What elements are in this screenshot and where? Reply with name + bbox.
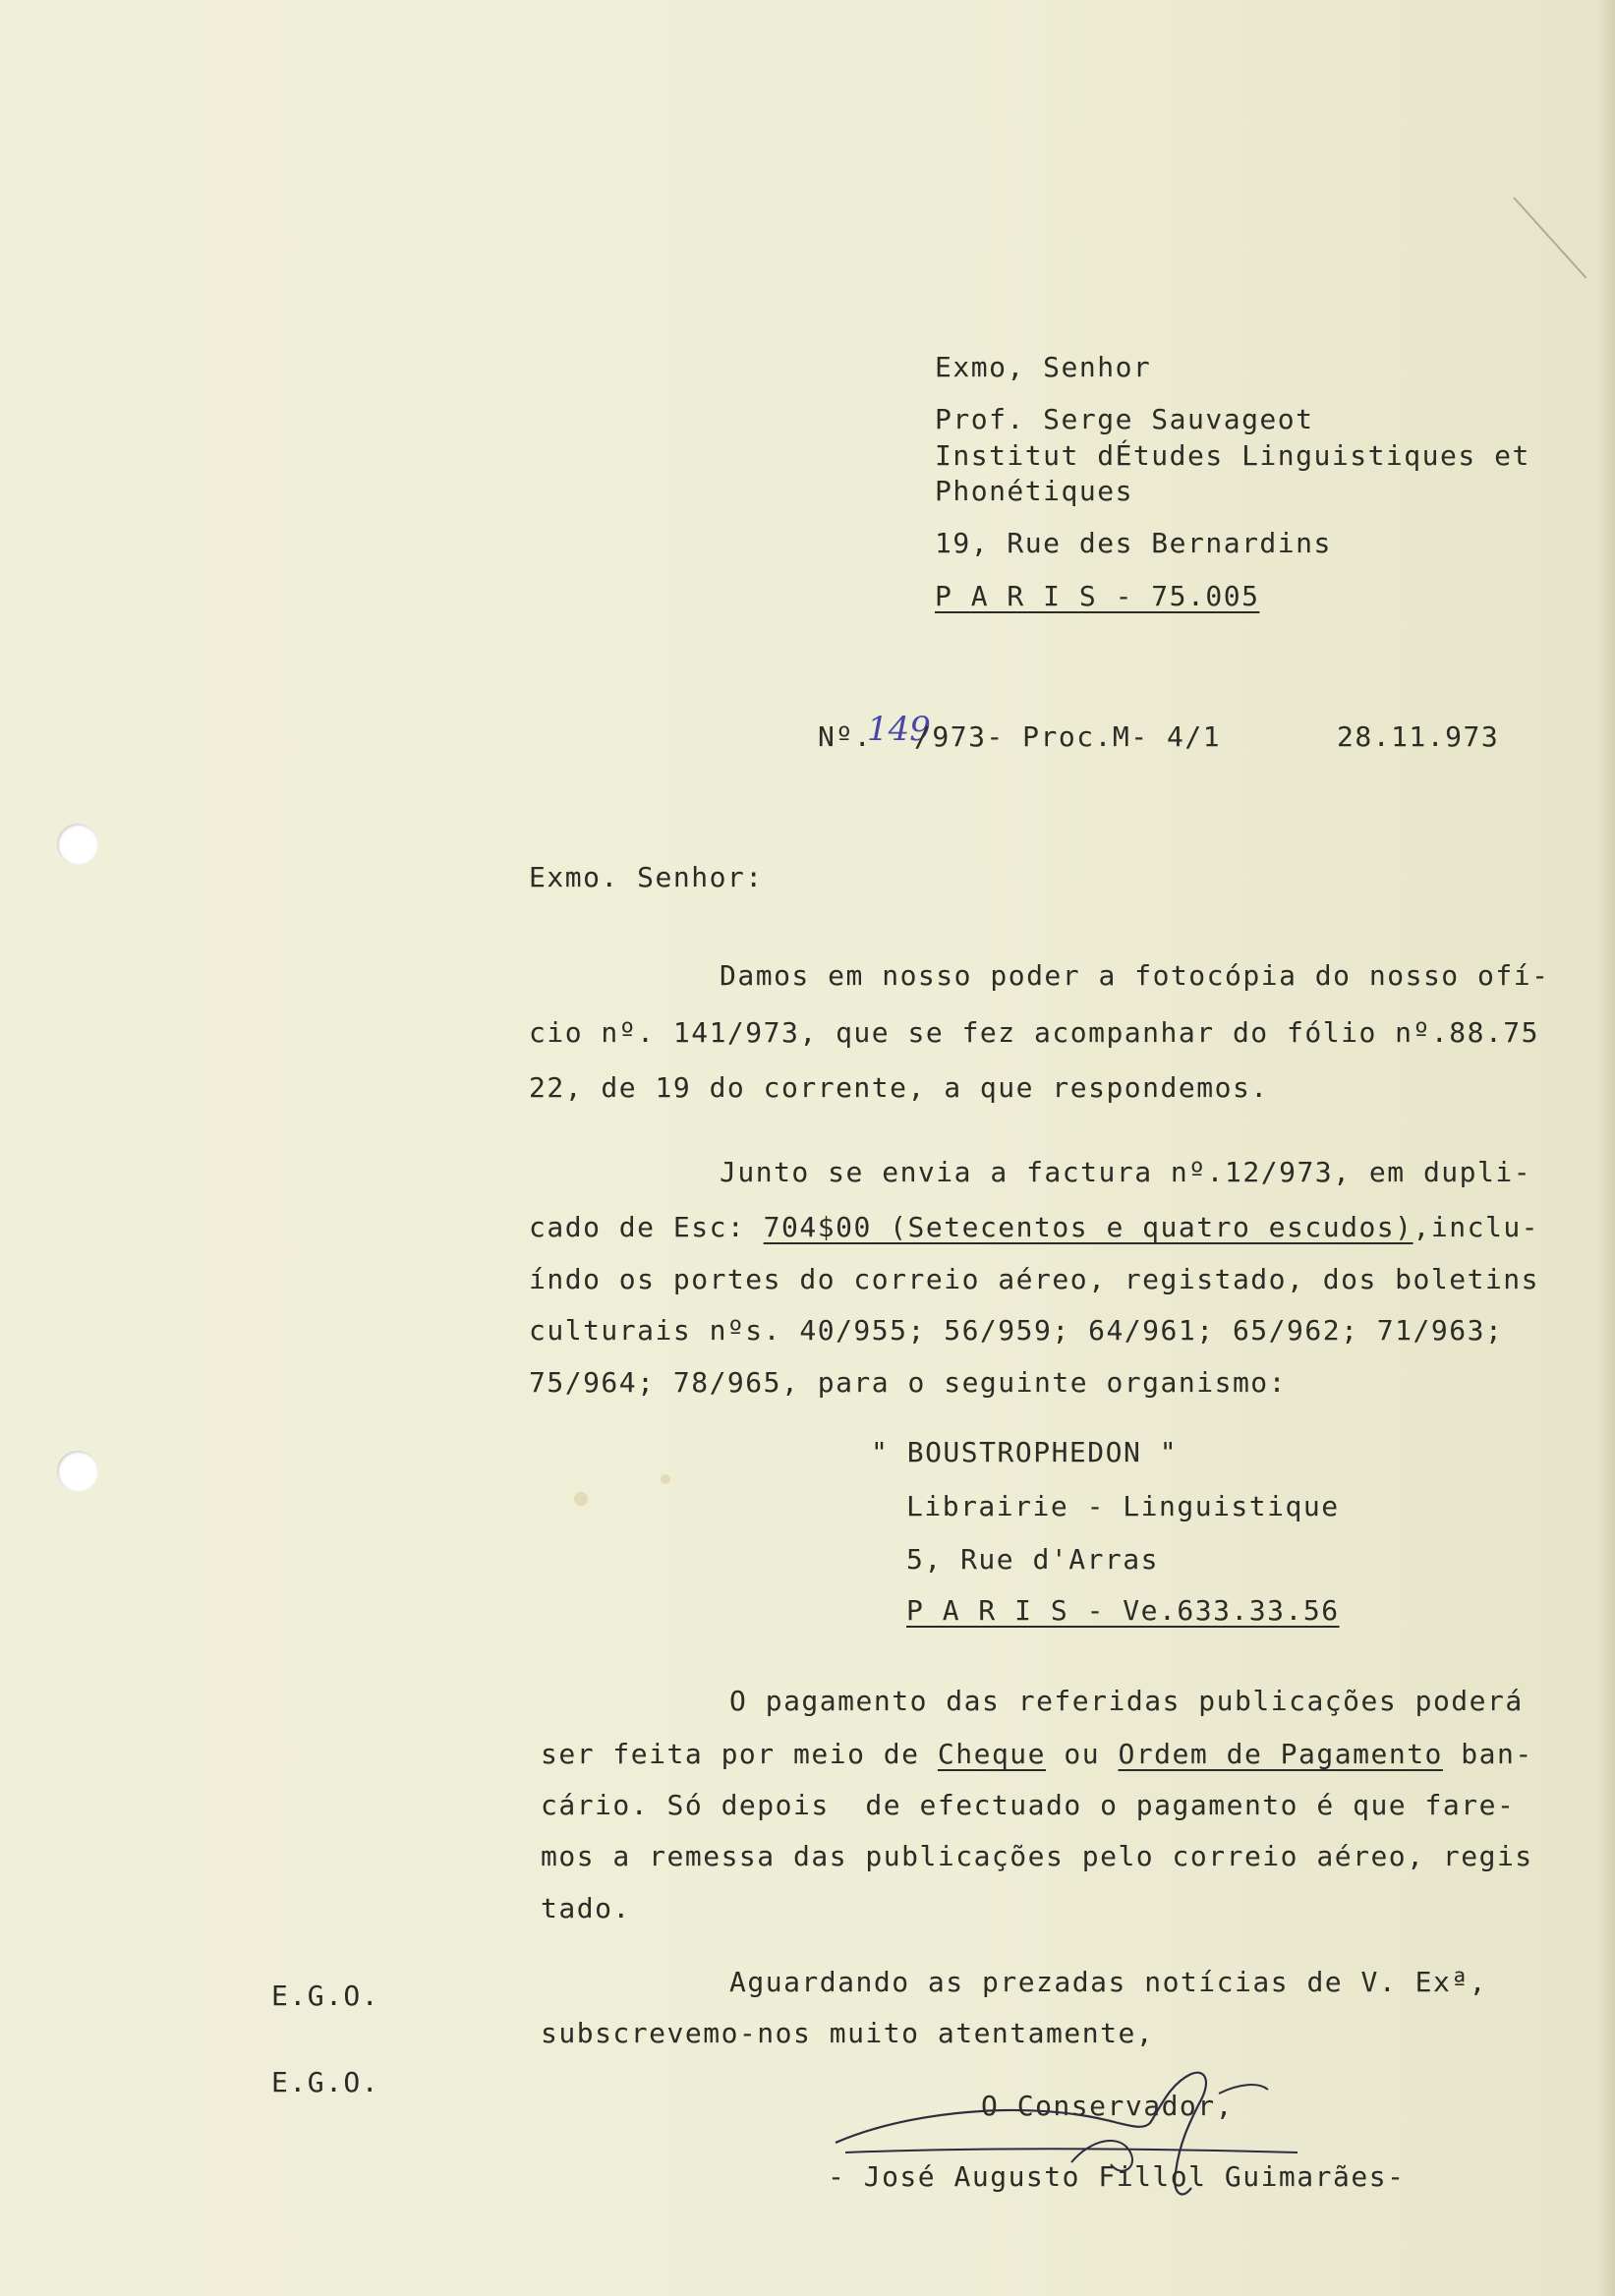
recipient-institution-line2: Phonétiques: [935, 475, 1133, 507]
paragraph2-line3: índo os portes do correio aéreo, registado, dos boletins: [529, 1263, 1540, 1295]
recipient-salutation: Exmo, Senhor: [935, 351, 1152, 383]
paragraph2-line2-text: cado de Esc:: [529, 1211, 764, 1243]
punch-hole-top: [57, 824, 98, 865]
paper-edge-shadow: [1597, 0, 1615, 2296]
invoice-amount: 704$00 (Setecentos e quatro escudos): [763, 1211, 1413, 1243]
paragraph2-line4: culturais nºs. 40/955; 56/959; 64/961; 65/962; 71/963;: [529, 1314, 1504, 1347]
paragraph3-line3: cário. Só depois de efectuado o pagamento é que fare-: [541, 1789, 1516, 1821]
signatory-name: - José Augusto Fillol Guimarães-: [828, 2160, 1406, 2193]
reference-prefix: Nº.: [818, 720, 873, 753]
paper-stain: [574, 1492, 588, 1506]
reference-handwritten-number: 149: [867, 710, 931, 749]
letter-greeting: Exmo. Senhor:: [529, 861, 764, 893]
payment-order: Ordem de Pagamento: [1118, 1738, 1443, 1770]
paragraph3-line2-tail: ban-: [1442, 1738, 1533, 1770]
paragraph3-line2-or: ou: [1046, 1738, 1119, 1770]
payment-cheque: Cheque: [937, 1738, 1047, 1770]
paragraph3-line2: [541, 1738, 1533, 1770]
paragraph1-line3: 22, de 19 do corrente, a que respondemos.: [529, 1071, 1269, 1104]
recipient-institution-line1: Institut dÉtudes Linguistiques et: [935, 439, 1530, 472]
paragraph2-line2-tail: ,inclu-: [1413, 1211, 1540, 1243]
recipient-street: 19, Rue des Bernardins: [935, 527, 1332, 559]
recipient-name: Prof. Serge Sauvageot: [935, 403, 1314, 435]
paragraph2-line1: Junto se envia a factura nº.12/973, em dupli-: [720, 1156, 1532, 1188]
paragraph3-line2-text: ser feita por meio de: [541, 1738, 938, 1770]
paragraph1-line2: cio nº. 141/973, que se fez acompanhar do fólio nº.88.75: [529, 1016, 1540, 1049]
paragraph3-line5: tado.: [541, 1892, 631, 1924]
closing-line2: subscrevemo-nos muito atentamente,: [541, 2017, 1155, 2049]
organism-street: 5, Rue d'Arras: [906, 1543, 1160, 1576]
reference-process: /973- Proc.M- 4/1: [914, 720, 1222, 753]
paper-stain: [661, 1474, 670, 1484]
paragraph3-line4: mos a remessa das publicações pelo correio aéreo, regis: [541, 1840, 1533, 1872]
paragraph2-line5: 75/964; 78/965, para o seguinte organismo:: [529, 1366, 1288, 1399]
organism-name: " BOUSTROPHEDON ": [871, 1436, 1179, 1468]
organism-city-phone: P A R I S - Ve.633.33.56: [906, 1594, 1340, 1627]
recipient-city: P A R I S - 75.005: [935, 580, 1260, 612]
signatory-title: O Conservador,: [981, 2090, 1235, 2122]
closing-line1: Aguardando as prezadas notícias de V. Exª,: [729, 1966, 1488, 1998]
margin-note: E.G.O.: [271, 1980, 380, 2012]
letter-date: 28.11.973: [1337, 720, 1500, 753]
punch-hole-bottom: [57, 1451, 98, 1492]
organism-type: Librairie - Linguistique: [906, 1490, 1340, 1522]
paragraph3-line1: O pagamento das referidas publicações poderá: [729, 1685, 1524, 1717]
paragraph1-line1: Damos em nosso poder a fotocópia do nosso ofí-: [720, 959, 1550, 992]
margin-note: E.G.O.: [271, 2066, 380, 2098]
paragraph2-line2: [529, 1211, 1539, 1243]
